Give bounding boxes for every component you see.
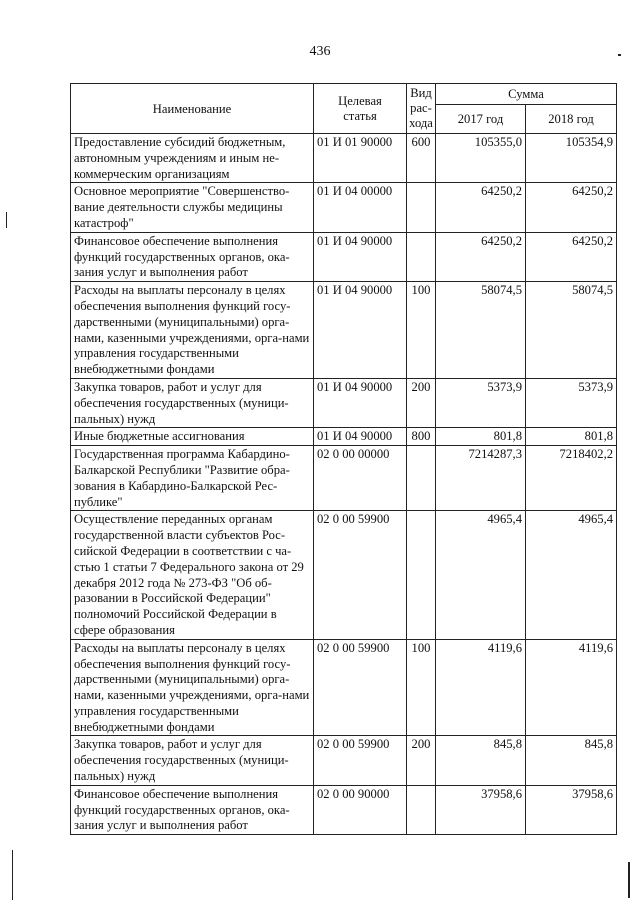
row-target-code: 01 И 04 90000 bbox=[314, 232, 407, 281]
row-name: Закупка товаров, работ и услуг для обеспечения государственных (муници-пальных) нужд bbox=[71, 378, 314, 427]
budget-table bbox=[70, 83, 617, 835]
table-row bbox=[71, 134, 617, 183]
row-expense-type: 100 bbox=[407, 282, 436, 379]
table-header-row bbox=[71, 84, 617, 105]
row-target-code: 02 0 00 59900 bbox=[314, 639, 407, 736]
table-row bbox=[71, 639, 617, 736]
table-row bbox=[71, 232, 617, 281]
table-row bbox=[71, 282, 617, 379]
table-row bbox=[71, 511, 617, 639]
row-name: Основное мероприятие "Совершенство-вание деятельности службы медицины катастроф" bbox=[71, 183, 314, 232]
row-sum-2017: 64250,2 bbox=[436, 183, 526, 232]
row-sum-2018: 7218402,2 bbox=[526, 446, 617, 511]
row-sum-2017: 58074,5 bbox=[436, 282, 526, 379]
row-sum-2017: 4119,6 bbox=[436, 639, 526, 736]
row-sum-2017: 105355,0 bbox=[436, 134, 526, 183]
row-target-code: 01 И 04 90000 bbox=[314, 378, 407, 427]
page-number: 436 bbox=[309, 44, 331, 59]
row-sum-2018: 37958,6 bbox=[526, 785, 617, 834]
row-expense-type bbox=[407, 446, 436, 511]
table-row bbox=[71, 736, 617, 785]
row-sum-2017: 7214287,3 bbox=[436, 446, 526, 511]
row-expense-type: 100 bbox=[407, 639, 436, 736]
row-sum-2017: 64250,2 bbox=[436, 232, 526, 281]
row-sum-2018: 5373,9 bbox=[526, 378, 617, 427]
row-sum-2017: 37958,6 bbox=[436, 785, 526, 834]
row-expense-type bbox=[407, 232, 436, 281]
row-name: Финансовое обеспечение выполнения функций государственных органов, ока-зания услуг и выполнения работ bbox=[71, 785, 314, 834]
row-sum-2018: 58074,5 bbox=[526, 282, 617, 379]
row-target-code: 02 0 00 59900 bbox=[314, 511, 407, 639]
row-target-code: 02 0 00 90000 bbox=[314, 785, 407, 834]
row-expense-type: 800 bbox=[407, 428, 436, 446]
row-name: Иные бюджетные ассигнования bbox=[71, 428, 314, 446]
row-name: Финансовое обеспечение выполнения функций государственных органов, ока-зания услуг и выполнения работ bbox=[71, 232, 314, 281]
row-name: Государственная программа Кабардино-Балкарской Республики "Развитие обра-зования в Кабардино-Балкарской Рес-публике" bbox=[71, 446, 314, 511]
row-target-code: 01 И 04 90000 bbox=[314, 282, 407, 379]
row-expense-type: 200 bbox=[407, 378, 436, 427]
row-sum-2018: 845,8 bbox=[526, 736, 617, 785]
header-target: Целевая статья bbox=[314, 84, 407, 134]
row-name: Расходы на выплаты персоналу в целях обеспечения выполнения функций госу-дарственными (муниципальными) орга-нами, казенными учреждениями, орга-нами управления государственными внебюджетными фондами bbox=[71, 639, 314, 736]
header-year-2018: 2018 год bbox=[526, 105, 617, 134]
row-sum-2017: 4965,4 bbox=[436, 511, 526, 639]
row-sum-2018: 4965,4 bbox=[526, 511, 617, 639]
row-sum-2018: 64250,2 bbox=[526, 183, 617, 232]
row-sum-2018: 801,8 bbox=[526, 428, 617, 446]
table-row bbox=[71, 183, 617, 232]
row-sum-2018: 105354,9 bbox=[526, 134, 617, 183]
row-sum-2017: 5373,9 bbox=[436, 378, 526, 427]
header-name: Наименование bbox=[71, 84, 314, 134]
row-expense-type bbox=[407, 511, 436, 639]
row-expense-type: 600 bbox=[407, 134, 436, 183]
table-row bbox=[71, 446, 617, 511]
header-year-2017: 2017 год bbox=[436, 105, 526, 134]
row-name: Осуществление переданных органам государственной власти субъектов Рос-сийской Федерации в соответствии с ча-стью 1 статьи 7 Федерального закона от 29 декабря 2012 года № 273-ФЗ "Об об-разовании в Российской Федерации" полномочий Российской Федерации в сфере образования bbox=[71, 511, 314, 639]
row-target-code: 01 И 04 00000 bbox=[314, 183, 407, 232]
table-row bbox=[71, 785, 617, 834]
row-sum-2017: 845,8 bbox=[436, 736, 526, 785]
row-expense-type bbox=[407, 785, 436, 834]
table-row bbox=[71, 378, 617, 427]
row-target-code: 02 0 00 00000 bbox=[314, 446, 407, 511]
header-sum: Сумма bbox=[436, 84, 617, 105]
row-expense-type bbox=[407, 183, 436, 232]
scan-mark-left-lower bbox=[12, 850, 13, 900]
scan-mark-left bbox=[6, 212, 7, 228]
table-row bbox=[71, 428, 617, 446]
row-expense-type: 200 bbox=[407, 736, 436, 785]
row-name: Предоставление субсидий бюджетным, автономным учреждениям и иным не-коммерческим организациям bbox=[71, 134, 314, 183]
row-name: Расходы на выплаты персоналу в целях обеспечения выполнения функций госу-дарственными (муниципальными) орга-нами, казенными учреждениями, орга-нами управления государственными внебюджетными фондами bbox=[71, 282, 314, 379]
row-target-code: 02 0 00 59900 bbox=[314, 736, 407, 785]
row-sum-2018: 64250,2 bbox=[526, 232, 617, 281]
row-target-code: 01 И 01 90000 bbox=[314, 134, 407, 183]
table-body bbox=[71, 134, 617, 835]
row-target-code: 01 И 04 90000 bbox=[314, 428, 407, 446]
header-type: Вид рас-хода bbox=[407, 84, 436, 134]
row-sum-2017: 801,8 bbox=[436, 428, 526, 446]
scan-mark-top-right bbox=[618, 54, 621, 56]
row-name: Закупка товаров, работ и услуг для обеспечения государственных (муници-пальных) нужд bbox=[71, 736, 314, 785]
scan-mark-right bbox=[628, 862, 630, 898]
row-sum-2018: 4119,6 bbox=[526, 639, 617, 736]
